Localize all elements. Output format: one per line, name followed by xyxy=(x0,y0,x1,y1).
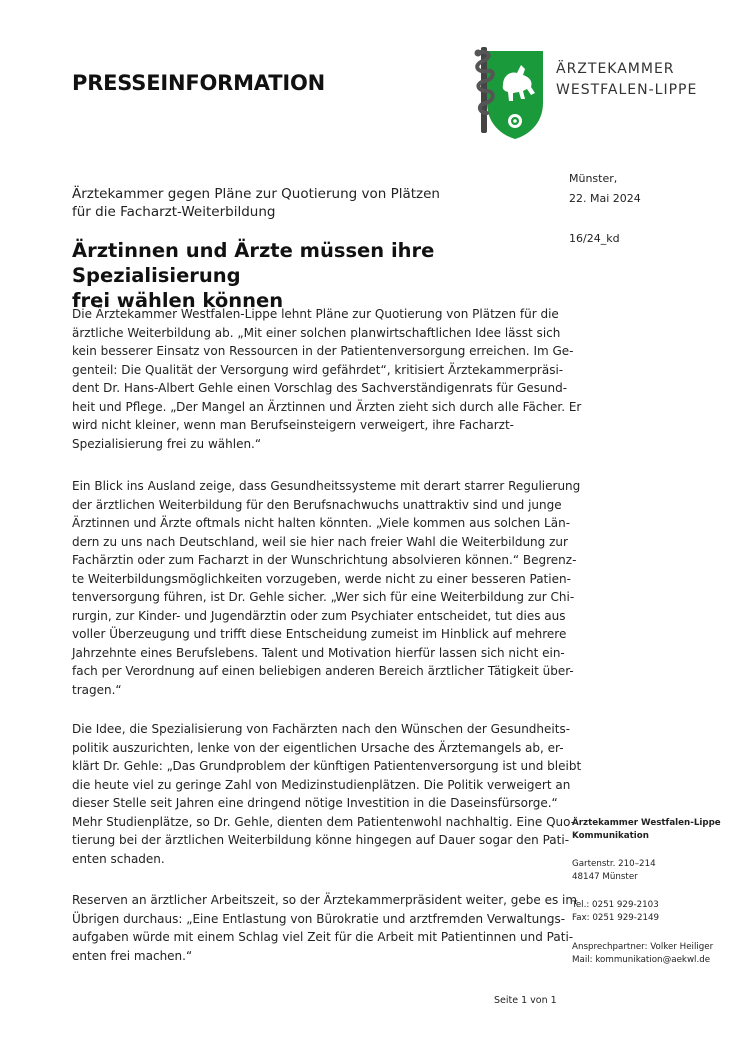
page-number: Seite 1 von 1 xyxy=(494,995,557,1006)
contact-org-line2: Kommunikation xyxy=(572,831,649,841)
contact-person-block xyxy=(572,941,713,967)
contact-person: Ansprechpartner: Volker Heiliger xyxy=(572,942,714,952)
text-line: dern zu uns nach Deutschland, weil sie hier nach freier Wahl die Weiterbildung zur xyxy=(72,534,568,549)
contact-mail[interactable]: Mail: kommunikation@aekwl.de xyxy=(572,955,711,965)
contact-org xyxy=(572,817,721,843)
aekwl-logo-icon xyxy=(473,45,545,140)
article-paragraph-2 xyxy=(72,477,581,699)
text-line: aufgaben würde mit einem Schlag viel Zeit für die Arbeit mit Patientinnen und Pati- xyxy=(72,930,574,944)
text-line: kein besserer Einsatz von Ressourcen in der Patientenversorgung erreichen. Im Ge- xyxy=(72,344,574,358)
text-line: der ärztlichen Weiterbildung für den Berufsnachwuchs unattraktiv sind und junge xyxy=(72,497,562,512)
article-paragraph-4 xyxy=(72,891,578,965)
text-line: heit und Pflege. „Der Mangel an Ärztinnen und Ärzten zieht sich durch alle Fächer. Er xyxy=(72,399,582,414)
text-line: Spezialisierung frei zu wählen.“ xyxy=(72,436,262,451)
text-line: rurgin, zur Kinder- und Jugendärztin oder zum Psychiater entscheidet, tut dies aus xyxy=(72,608,566,623)
contact-org-line1: Ärztekammer Westfalen-Lippe xyxy=(572,818,721,828)
text-line: Fachärztin oder zum Facharzt in der Wunschrichtung absolvieren können.“ Begrenz- xyxy=(72,553,577,567)
press-label: PRESSEINFORMATION xyxy=(72,71,325,95)
text-line: Ein Blick ins Ausland zeige, dass Gesundheitssysteme mit derart starrer Regulierung xyxy=(72,479,581,493)
org-name-line2: WESTFALEN-LIPPE xyxy=(556,82,698,98)
text-line: enten schaden. xyxy=(72,851,165,866)
text-line: voller Überzeugung und trifft diese Entscheidung zumeist im Hinblick auf mehrere xyxy=(72,627,567,641)
text-line: Mehr Studienplätze, so Dr. Gehle, dienten dem Patientenwohl nachhaltig. Eine Quo- xyxy=(72,814,576,829)
headline-line: frei wählen können xyxy=(72,289,284,312)
text-line: wird nicht kleiner, wenn man Berufseinsteigern verweigert, ihre Facharzt- xyxy=(72,418,514,432)
headline-line: Ärztinnen und Ärzte müssen ihre Spezialisierung xyxy=(72,239,435,287)
text-line: klärt Dr. Gehle: „Das Grundproblem der künftigen Patientenversorgung ist und bleibt xyxy=(72,759,582,773)
text-line: tenversorgung führen, ist Dr. Gehle sicher. „Wer sich für eine Weiterbildung zur Chi- xyxy=(72,590,575,604)
org-name xyxy=(556,59,697,101)
text-line: fach per Verordnung auf einen beliebigen anderen Bereich ärztlicher Tätigkeit über- xyxy=(72,664,574,678)
contact-street: Gartenstr. 210–214 xyxy=(572,859,656,869)
contact-phone: Tel.: 0251 929-2103 xyxy=(572,900,659,910)
meta-date: 22. Mai 2024 xyxy=(569,192,641,205)
text-line: Reserven an ärztlicher Arbeitszeit, so der Ärztekammerpräsident weiter, gebe es im xyxy=(72,893,578,907)
text-line: ärztliche Weiterbildung ab. „Mit einer solchen planwirtschaftlichen Idee lässt sich xyxy=(72,325,561,340)
article-paragraph-3 xyxy=(72,720,582,868)
text-line: te Weiterbildungsmöglichkeiten vorzugeben, werde nicht zu einer besseren Patien- xyxy=(72,571,571,586)
org-name-line1: ÄRZTEKAMMER xyxy=(556,61,675,77)
text-line: Die Idee, die Spezialisierung von Fachärzten nach den Wünschen der Gesundheits- xyxy=(72,722,571,736)
text-line: dent Dr. Hans-Albert Gehle einen Vorschlag des Sachverständigenrats für Gesund- xyxy=(72,381,568,395)
article-subtitle xyxy=(72,185,542,221)
text-line: politik auszurichten, lenke von der eigentlichen Ursache des Ärztemangels ab, er- xyxy=(72,740,564,755)
contact-address xyxy=(572,858,656,884)
text-line: genteil: Die Qualität der Versorgung wird gefährdet“, kritisiert Ärztekammerpräsi- xyxy=(72,362,564,377)
text-line: dieser Stelle seit Jahren eine dringend nötige Investition in die Daseinsfürsorge.“ xyxy=(72,796,558,810)
text-line: die heute viel zu geringe Zahl von Medizinstudienplätzen. Die Politik verweigert an xyxy=(72,777,571,792)
contact-phone-fax xyxy=(572,899,659,925)
contact-fax: Fax: 0251 929-2149 xyxy=(572,913,660,923)
contact-city: 48147 Münster xyxy=(572,872,638,882)
text-line: Die Ärztekammer Westfalen-Lippe lehnt Pläne zur Quotierung von Plätzen für die xyxy=(72,307,559,321)
text-line: Ärztinnen und Ärzte oftmals nicht halten könnten. „Viele kommen aus solchen Län- xyxy=(72,516,571,530)
subtitle-line: für die Facharzt-Weiterbildung xyxy=(72,204,276,220)
meta-reference: 16/24_kd xyxy=(569,232,620,245)
text-line: Jahrzehnte eines Berufslebens. Talent und Motivation hierfür lassen sich nicht ein- xyxy=(72,645,565,660)
text-line: enten frei machen.“ xyxy=(72,948,193,963)
text-line: Übrigen durchaus: „Eine Entlastung von Bürokratie und arztfremden Verwaltungs- xyxy=(72,911,566,926)
meta-city: Münster, xyxy=(569,172,618,185)
text-line: tragen.“ xyxy=(72,682,122,697)
article-paragraph-1 xyxy=(72,305,582,453)
text-line: tierung bei der ärztlichen Weiterbildung könne hingegen auf Dauer sogar den Pati- xyxy=(72,833,570,847)
subtitle-line: Ärztekammer gegen Pläne zur Quotierung von Plätzen xyxy=(72,186,440,202)
article-headline xyxy=(72,238,542,313)
